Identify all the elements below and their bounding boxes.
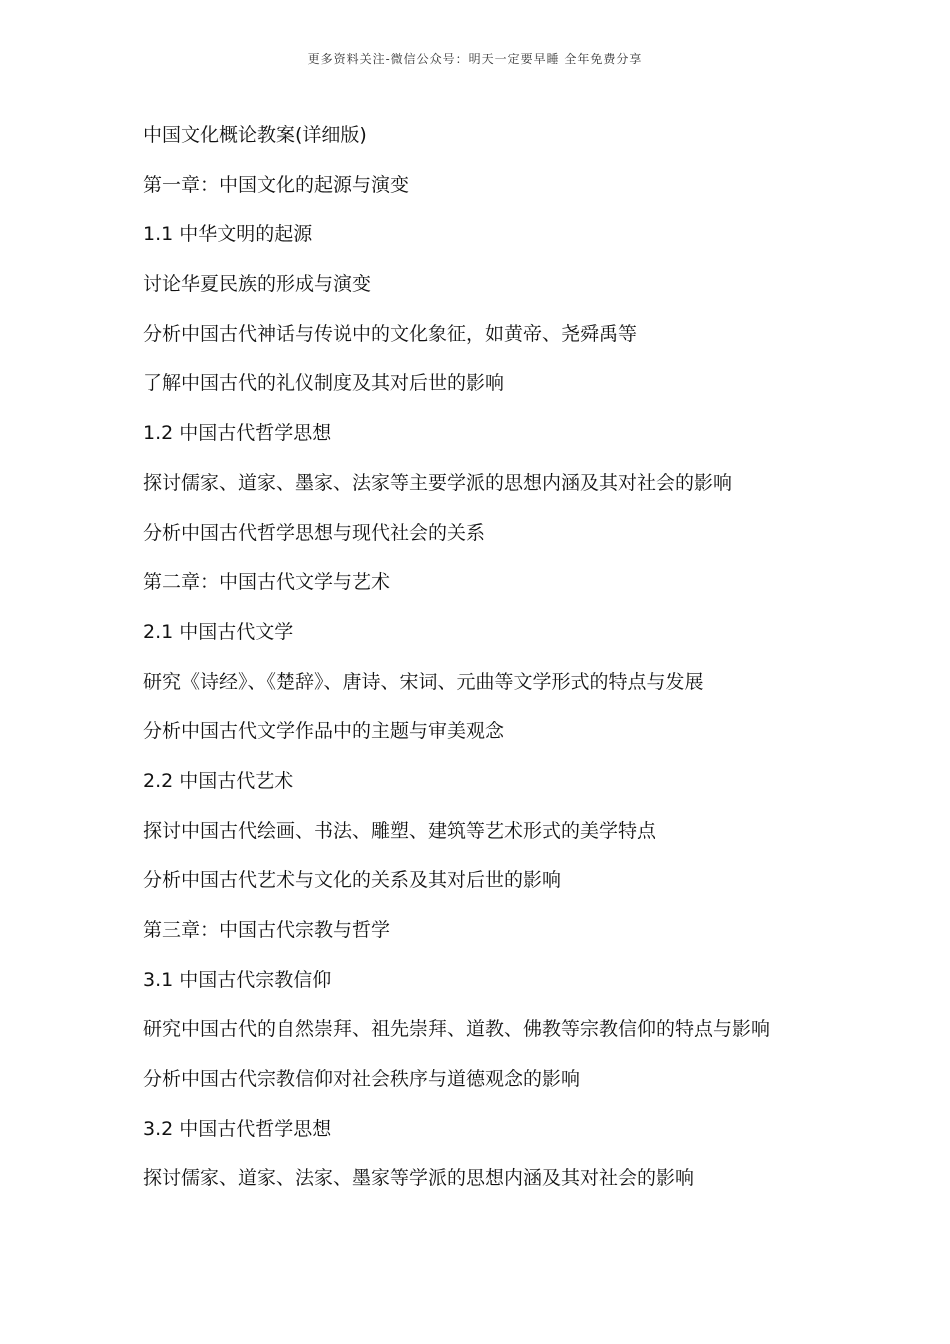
section-2-2-heading: 2.2 中国古代艺术 bbox=[143, 769, 294, 792]
chapter-1-heading: 第一章：中国文化的起源与演变 bbox=[143, 173, 410, 196]
body-text-line: 研究中国古代的自然崇拜、祖先崇拜、道教、佛教等宗教信仰的特点与影响 bbox=[143, 1018, 771, 1041]
body-text-line: 分析中国古代哲学思想与现代社会的关系 bbox=[143, 521, 486, 544]
body-text-line: 探讨儒家、道家、墨家、法家等主要学派的思想内涵及其对社会的影响 bbox=[143, 471, 733, 494]
body-text-line: 分析中国古代文学作品中的主题与审美观念 bbox=[143, 720, 505, 743]
body-text-line: 研究《诗经》、《楚辞》、唐诗、宋词、元曲等文学形式的特点与发展 bbox=[143, 670, 704, 693]
section-3-1-heading: 3.1 中国古代宗教信仰 bbox=[143, 968, 332, 991]
body-text-line: 探讨儒家、道家、法家、墨家等学派的思想内涵及其对社会的影响 bbox=[143, 1167, 695, 1190]
section-2-1-heading: 2.1 中国古代文学 bbox=[143, 620, 294, 643]
section-3-2-heading: 3.2 中国古代哲学思想 bbox=[143, 1117, 332, 1140]
body-text-line: 了解中国古代的礼仪制度及其对后世的影响 bbox=[143, 372, 505, 395]
section-1-1-heading: 1.1 中华文明的起源 bbox=[143, 223, 313, 246]
body-text-line: 分析中国古代艺术与文化的关系及其对后世的影响 bbox=[143, 869, 562, 892]
body-text-line: 讨论华夏民族的形成与演变 bbox=[143, 273, 372, 296]
section-1-2-heading: 1.2 中国古代哲学思想 bbox=[143, 422, 332, 445]
header-note: 更多资料关注-微信公众号：明天一定要早睡 全年免费分享 bbox=[307, 52, 643, 66]
chapter-2-heading: 第二章：中国古代文学与艺术 bbox=[143, 571, 391, 594]
body-text-line: 探讨中国古代绘画、书法、雕塑、建筑等艺术形式的美学特点 bbox=[143, 819, 657, 842]
document-body bbox=[143, 122, 903, 1215]
body-text-line: 分析中国古代神话与传说中的文化象征，如黄帝、尧舜禹等 bbox=[143, 322, 638, 345]
document-title: 中国文化概论教案(详细版) bbox=[143, 124, 367, 146]
body-text-line: 分析中国古代宗教信仰对社会秩序与道德观念的影响 bbox=[143, 1068, 581, 1091]
chapter-3-heading: 第三章：中国古代宗教与哲学 bbox=[143, 919, 391, 941]
